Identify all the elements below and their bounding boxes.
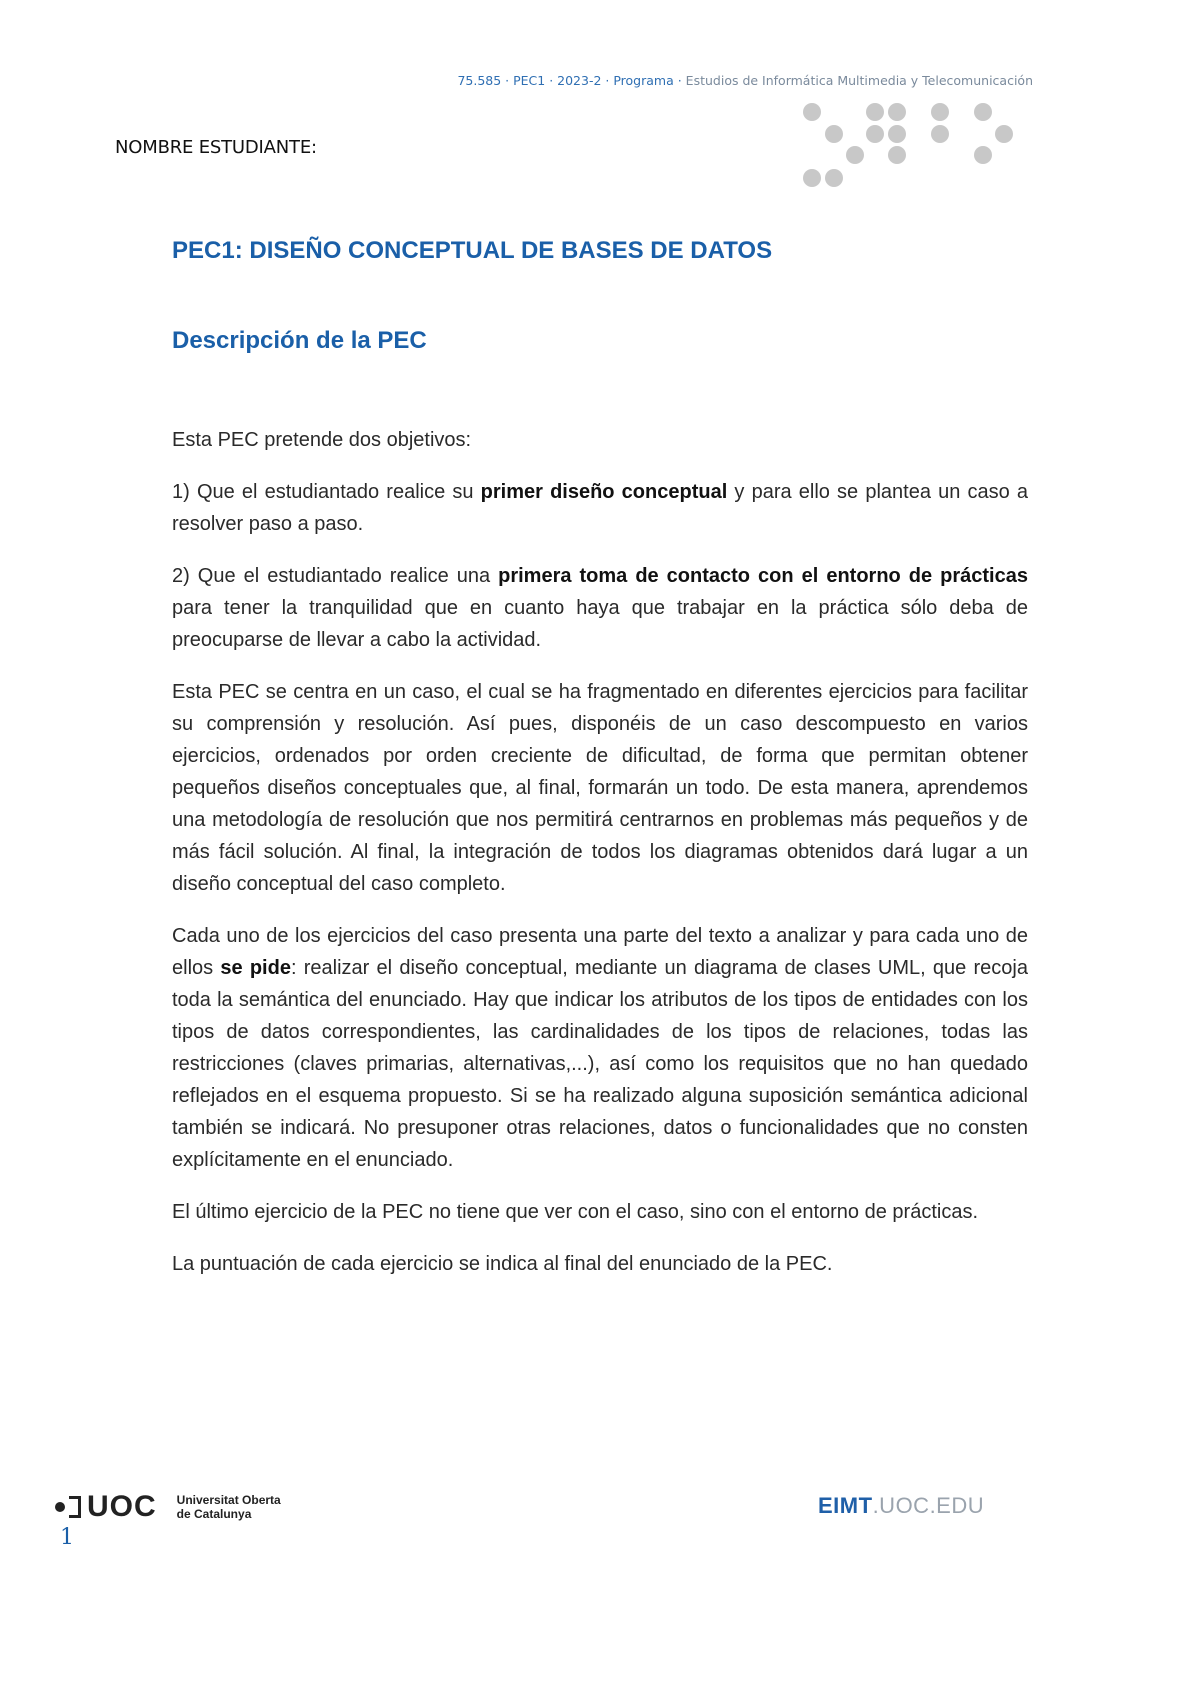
course-header (457, 73, 1033, 88)
student-name-label: NOMBRE ESTUDIANTE: (115, 137, 317, 158)
uoc-logo-text: UOC (87, 1490, 157, 1523)
uoc-name-line2: de Catalunya (176, 1507, 252, 1521)
paragraph-exercises (172, 920, 1028, 1176)
description-body (172, 424, 1028, 1300)
emphasis-text: primera toma de contacto con el entorno de prácticas (498, 565, 1028, 587)
paragraph-text: 2) Que el estudiantado realice una (172, 565, 499, 587)
emphasis-text: se pide (220, 957, 291, 979)
paragraph-case: Esta PEC se centra en un caso, el cual se ha fragmentado en diferentes ejercicios para facilitar su comprensión y resolución. Así pues, disponéis de un caso descompuesto en varios ejercicios, ordenados por orden creciente de dificultad, de forma que permitan obtener pequeños diseños conceptuales que, al final, formarán un todo. De esta manera, aprendemos una metodología de resolución que nos permitirá centrarnos en problemas más pequeños y de más fácil solución. Al final, la integración de todos los diagramas obtenidos dará lugar a un diseño conceptual del caso completo. (172, 681, 1028, 895)
paragraph-objective-2 (172, 560, 1028, 656)
uoc-logo-mark (55, 1490, 157, 1524)
paragraph-text: y para ello se plantea un caso a resolver paso a paso. (172, 481, 1029, 535)
uoc-name-line1: Universitat Oberta (176, 1493, 281, 1507)
paragraph-intro: Esta PEC pretende dos objetivos: (172, 429, 472, 451)
page-number: 1 (60, 1525, 74, 1550)
section-heading: Descripción de la PEC (172, 327, 427, 354)
uoc-name (177, 1493, 281, 1521)
eimt-logo-light: .UOC.EDU (872, 1493, 985, 1518)
emphasis-text: primer diseño conceptual (480, 481, 728, 503)
eimt-logo-bold: EIMT (818, 1493, 873, 1518)
dot-pattern-decoration (800, 100, 1040, 200)
course-header-code: 75.585 · PEC1 · 2023-2 · Programa · (457, 73, 686, 88)
page-title: PEC1: DISEÑO CONCEPTUAL DE BASES DE DATOS (172, 237, 773, 264)
uoc-dot-icon (55, 1502, 65, 1512)
paragraph-text: 1) Que el estudiantado realice su (172, 481, 481, 503)
course-header-program: Estudios de Informática Multimedia y Telecomunicación (685, 73, 1033, 88)
uoc-bracket-icon (69, 1496, 81, 1518)
paragraph-text: para tener la tranquilidad que en cuanto haya que trabajar en la práctica sólo deba de preocuparse de llevar a cabo la actividad. (172, 597, 1028, 651)
paragraph-text: : realizar el diseño conceptual, mediante un diagrama de clases UML, que recoja toda la semántica del enunciado. Hay que indicar los atributos de los tipos de entidades con los tipos de datos correspondientes, las cardinalidades de los tipos de relaciones, todas las restricciones (claves primarias, alternativas,...), así como los requisitos que no han quedado reflejados en el esquema propuesto. Si se ha realizado alguna suposición semántica adicional también se indicará. No presuponer otras relaciones, datos o funcionalidades que no consten explícitamente en el enunciado. (172, 957, 1028, 1171)
uoc-logo (55, 1490, 281, 1524)
paragraph-scoring: La puntuación de cada ejercicio se indica al final del enunciado de la PEC. (172, 1253, 833, 1275)
paragraph-objective-1 (172, 476, 1028, 540)
eimt-logo (818, 1493, 984, 1519)
paragraph-text: Cada uno de los ejercicios del caso presenta una parte del texto a analizar y para cada uno de ellos (172, 925, 1028, 979)
paragraph-last-exercise: El último ejercicio de la PEC no tiene que ver con el caso, sino con el entorno de prácticas. (172, 1201, 978, 1223)
